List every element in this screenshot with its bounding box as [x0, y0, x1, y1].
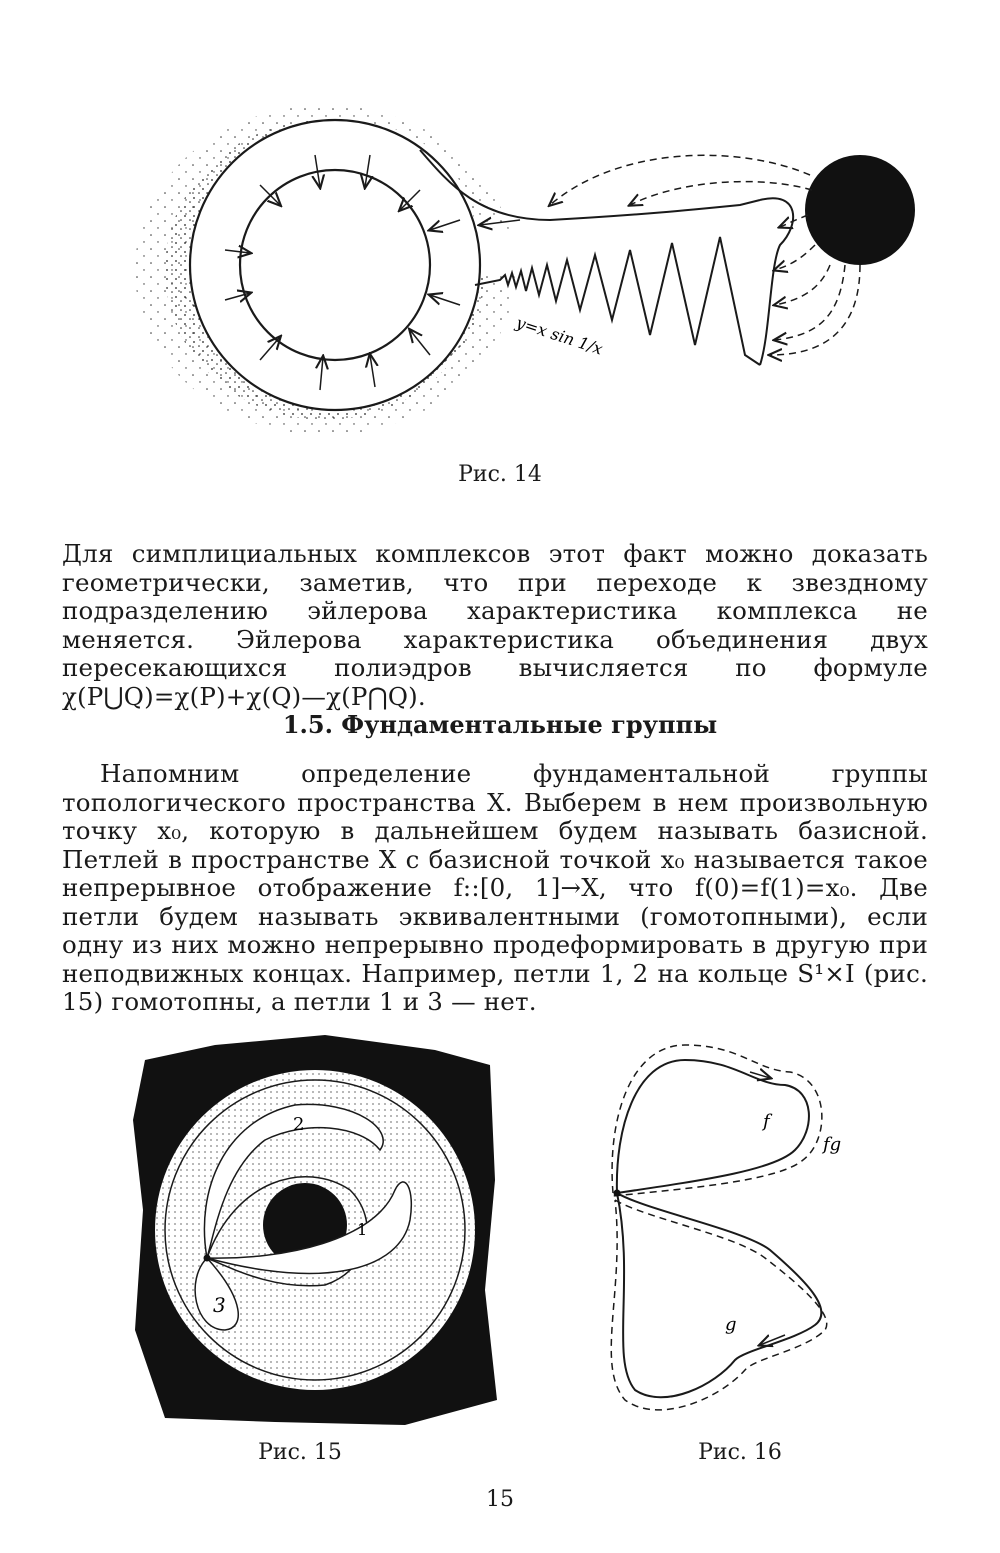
page-number: 15 [486, 1487, 514, 1512]
figure-14 [120, 105, 920, 450]
loop-label-fg: fg [823, 1134, 842, 1155]
loop-fg-upper [612, 1045, 822, 1196]
loop-label-g: g [725, 1314, 737, 1335]
loop-fg-lower [611, 1200, 826, 1410]
loop-label-2: 2 [293, 1114, 305, 1135]
section-heading: 1.5. Фундаментальные группы [282, 710, 718, 739]
loop-label-3: 3 [213, 1293, 226, 1317]
loop-f [617, 1060, 809, 1193]
figure-14-caption: Рис. 14 [458, 462, 542, 487]
black-disk [805, 155, 915, 265]
base-point [614, 1190, 621, 1197]
figure-16 [585, 1030, 855, 1430]
figure-15 [125, 1030, 505, 1430]
loop-label-f: f [763, 1111, 770, 1132]
figure-16-caption: Рис. 16 [698, 1440, 782, 1465]
formula-label: y=x sin 1/x [513, 312, 606, 359]
paragraph-fundamental-group-text: Напомним определение фундаментальной группы топологического пространства X. Выберем в нем произвольную точку x₀, которую в дальнейшем будем называть базисной. Петлей в пространстве X с базисной точкой x₀ называется такое непрерывное отображение f::[0, 1]→X, что f(0)=f(1)=x₀. Две петли будем называть эквивалентными (гомотопными), если одну из них можно непрерывно продеформировать в другую при неподвижных концах. Например, петли 1, 2 на кольце S¹×I (рис. 15) гомотопны, а петли 1 и 3 — нет. [62, 759, 928, 1016]
loop-label-1: 1 [357, 1220, 368, 1239]
annulus-inner [240, 170, 430, 360]
paragraph-euler-text: Для симплициальных комплексов этот факт можно доказать геометрически, заметив, что при переходе к звездному подразделению эйлерова характеристика комплекса не меняется. Эйлерова характеристика объединения двух пересекающихся полиэдров вычисляется по формуле χ(P⋃Q)=χ(P)+χ(Q)—χ(P⋂Q). [62, 539, 928, 711]
base-point [204, 1255, 211, 1262]
paragraph-fundamental-group [62, 760, 928, 1017]
loop-g [617, 1193, 821, 1397]
paragraph-euler [62, 540, 928, 711]
figure-15-caption: Рис. 15 [258, 1440, 342, 1465]
